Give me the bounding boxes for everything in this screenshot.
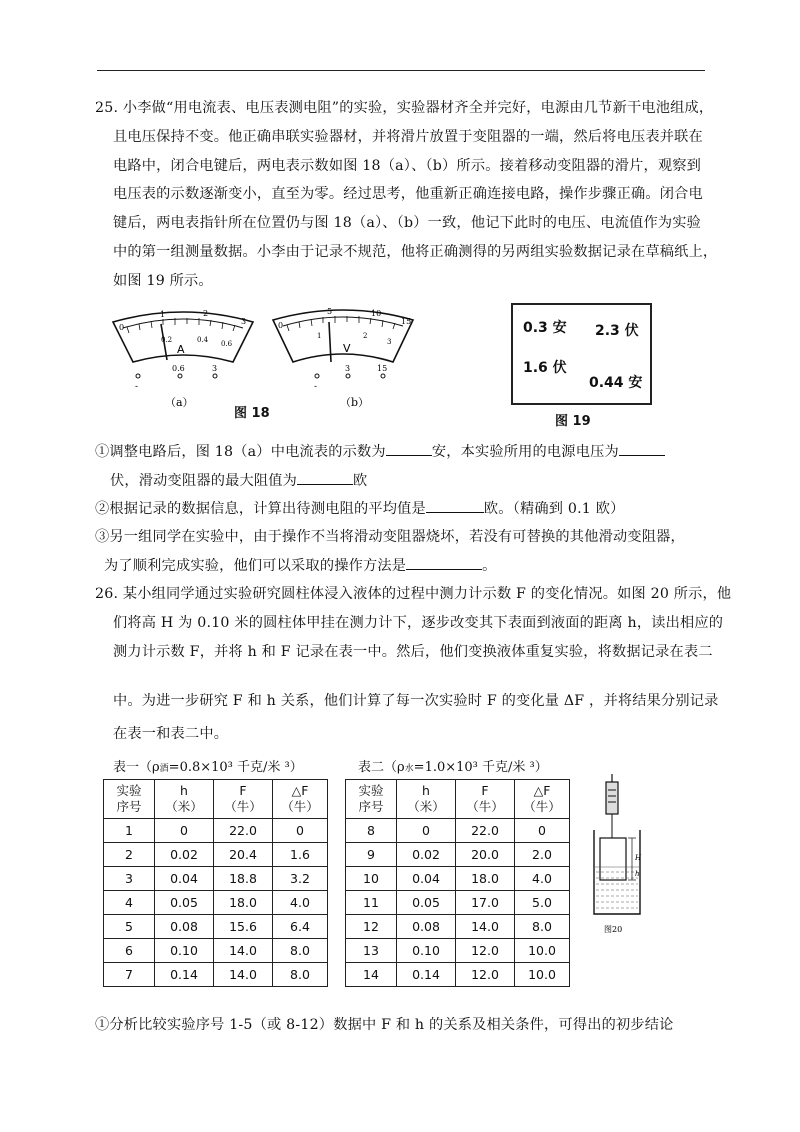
voltmeter-scale-0: 0 xyxy=(278,321,284,330)
q25-sub3-b: 为了顺利完成实验，他们可以采取的操作方法是 xyxy=(104,558,407,574)
answer-blank-method[interactable] xyxy=(406,556,482,570)
q25-sub2 xyxy=(95,498,625,518)
table-row: 6 0.10 14.0 8.0 xyxy=(104,939,328,963)
spring-scale-icon xyxy=(606,774,618,838)
answer-blank-resistance[interactable] xyxy=(297,471,353,485)
q25-sub3-line2 xyxy=(104,555,497,575)
ammeter-scale-3: 3 xyxy=(241,317,247,326)
table-row: 5 0.08 15.6 6.4 xyxy=(104,915,328,939)
table2-caption: 表二（ρ水=1.0×10³ 千克/米 ³） xyxy=(358,760,548,775)
voltmeter-scale-1: 1 xyxy=(317,332,322,340)
cylinder-shape xyxy=(600,838,626,880)
ammeter-terminal-3: 3 xyxy=(212,364,218,373)
q26-sub1: ①分析比较实验序号 1-5（或 8-12）数据中 F 和 h 的关系及相关条件，可得出的初步结论 xyxy=(95,1017,674,1033)
q25-line-2: 且电压保持不变。他正确串联实验器材，并将滑片放置于变阻器的一端，然后将电压表并联在 xyxy=(113,129,703,145)
t2-header-dF: △F （牛） xyxy=(515,780,570,819)
table-row: 10 0.04 18.0 4.0 xyxy=(346,867,570,891)
q26-line-1: 26. 某小组同学通过实验研究圆柱体浸入液体的过程中测力计示数 F 的变化情况。如图 20 所示，他 xyxy=(95,586,732,602)
q26-line-5: 在表一和表二中。 xyxy=(113,726,229,742)
table-row: 4 0.05 18.0 4.0 xyxy=(104,891,328,915)
t2-header-index: 实验 序号 xyxy=(346,780,397,819)
label-H: H xyxy=(635,854,642,862)
voltmeter-symbol: V xyxy=(343,342,351,355)
q25-sub1-a: ①调整电路后，图 18（a）中电流表的示数为 xyxy=(95,444,386,460)
fig19-item-2: 2.3 伏 xyxy=(595,323,639,339)
q26-line-4: 中。为进一步研究 F 和 h 关系，他们计算了每一次实验时 F 的变化量 ΔF ，并将结果分别记录 xyxy=(113,693,719,709)
ammeter-scale-06: 0.6 xyxy=(221,340,233,348)
t1-header-index: 实验 序号 xyxy=(104,780,155,819)
t1-header-F: F （牛） xyxy=(214,780,273,819)
ammeter-terminal-06: 0.6 xyxy=(172,364,185,373)
table-row: 11 0.05 17.0 5.0 xyxy=(346,891,570,915)
q25-sub1-c: 伏，滑动变阻器的最大阻值为 xyxy=(110,473,298,489)
fig19-caption: 图 19 xyxy=(555,414,591,429)
q25-sub1-line2 xyxy=(110,470,367,490)
t2-header-h: h （米） xyxy=(397,780,456,819)
t1-header-h: h （米） xyxy=(155,780,214,819)
voltmeter-terminal-15: 15 xyxy=(377,364,388,373)
ammeter-scale-2: 2 xyxy=(203,309,209,318)
table-row: 9 0.02 20.0 2.0 xyxy=(346,843,570,867)
voltmeter-scale-2: 2 xyxy=(363,332,368,340)
fig18-label-b: （b） xyxy=(340,396,370,409)
table-2 xyxy=(345,779,570,987)
ammeter-scale-02: 0.2 xyxy=(161,336,173,344)
q25-sub2-a: ②根据记录的数据信息，计算出待测电阻的平均值是 xyxy=(95,501,426,517)
t1-header-dF: △F （牛） xyxy=(273,780,328,819)
table-row: 13 0.10 12.0 10.0 xyxy=(346,939,570,963)
table-row: 7 0.14 14.0 8.0 xyxy=(104,963,328,987)
fig20-caption: 图20 xyxy=(604,925,623,934)
label-h: h xyxy=(635,870,640,878)
table-1 xyxy=(103,779,328,987)
q25-line-3: 电路中，闭合电键后，两电表示数如图 18（a）、（b）所示。接着移动变阻器的滑片，观察到 xyxy=(113,158,702,174)
voltmeter-scale-10: 10 xyxy=(371,309,382,318)
table-row: 3 0.04 18.8 3.2 xyxy=(104,867,328,891)
table-row: 2 0.02 20.4 1.6 xyxy=(104,843,328,867)
voltmeter-terminal-3: 3 xyxy=(345,364,351,373)
q26-line-3: 测力计示数 F，并将 h 和 F 记录在表一中。然后，他们变换液体重复实验，将数据记录在表二 xyxy=(113,644,713,660)
header-rule xyxy=(97,70,705,71)
q25-sub1-line1 xyxy=(95,441,665,461)
voltmeter-scale-3: 3 xyxy=(387,338,392,346)
answer-blank-average[interactable] xyxy=(426,499,484,513)
table1-caption: 表一（ρ酒=0.8×10³ 千克/米 ³） xyxy=(113,760,303,775)
q25-sub3-line1: ③另一组同学在实验中，由于操作不当将滑动变阻器烧坏，若没有可替换的其他滑动变阻器， xyxy=(95,529,685,545)
table-row: 1 0 22.0 0 xyxy=(104,819,328,843)
table-row: 8 0 22.0 0 xyxy=(346,819,570,843)
fig19-item-1: 0.3 安 xyxy=(523,320,567,336)
fig19-item-4: 0.44 安 xyxy=(589,375,643,391)
q25-sub1-d: 欧 xyxy=(353,473,368,489)
ammeter-dial xyxy=(113,309,253,409)
ammeter-terminal-neg: - xyxy=(135,382,139,392)
figure-20 xyxy=(590,772,660,940)
ammeter-scale-04: 0.4 xyxy=(197,336,209,344)
q25-sub3-c: 。 xyxy=(482,558,497,574)
ammeter-scale-0: 0 xyxy=(119,323,125,332)
voltmeter-scale-5: 5 xyxy=(327,307,333,316)
answer-blank-voltage[interactable] xyxy=(619,442,665,456)
q25-line-4: 电压表的示数逐渐变小，直至为零。经过思考，他重新正确连接电路，操作步骤正确。闭合电 xyxy=(113,186,703,202)
voltmeter-scale-15: 15 xyxy=(401,317,412,326)
fig19-item-3: 1.6 伏 xyxy=(523,360,567,376)
q25-sub1-b: 安，本实验所用的电源电压为 xyxy=(431,444,619,460)
q25-line-5: 键后，两电表指针所在位置仍与图 18（a）、（b）一致，他记下此时的电压、电流值作为实验 xyxy=(113,215,702,231)
answer-blank-current[interactable] xyxy=(386,442,432,456)
voltmeter-terminal-neg: - xyxy=(314,382,318,392)
q25-line-7: 如图 19 所示。 xyxy=(113,273,213,289)
q25-sub2-b: 欧。（精确到 0.1 欧） xyxy=(483,501,625,517)
q25-line-6: 中的第一组测量数据。小李由于记录不规范，他将正确测得的另两组实验数据记录在草稿纸上， xyxy=(113,244,718,260)
table-row: 12 0.08 14.0 8.0 xyxy=(346,915,570,939)
ammeter-scale-1: 1 xyxy=(160,310,166,319)
fig18-label-a: （a） xyxy=(165,396,194,409)
fig18-caption: 图 18 xyxy=(234,406,270,421)
voltmeter-dial xyxy=(273,307,413,409)
q25-line-1: 25. 小李做“用电流表、电压表测电阻”的实验，实验器材齐全并完好，电源由几节新干电池组成， xyxy=(95,100,714,116)
q26-line-2: 们将高 H 为 0.10 米的圆柱体甲挂在测力计下，逐步改变其下表面到液面的距离 h，读出相应的 xyxy=(113,615,724,631)
figure-19 xyxy=(511,303,652,405)
ammeter-symbol: A xyxy=(177,343,185,356)
table-row: 14 0.14 12.0 10.0 xyxy=(346,963,570,987)
t2-header-F: F （牛） xyxy=(456,780,515,819)
